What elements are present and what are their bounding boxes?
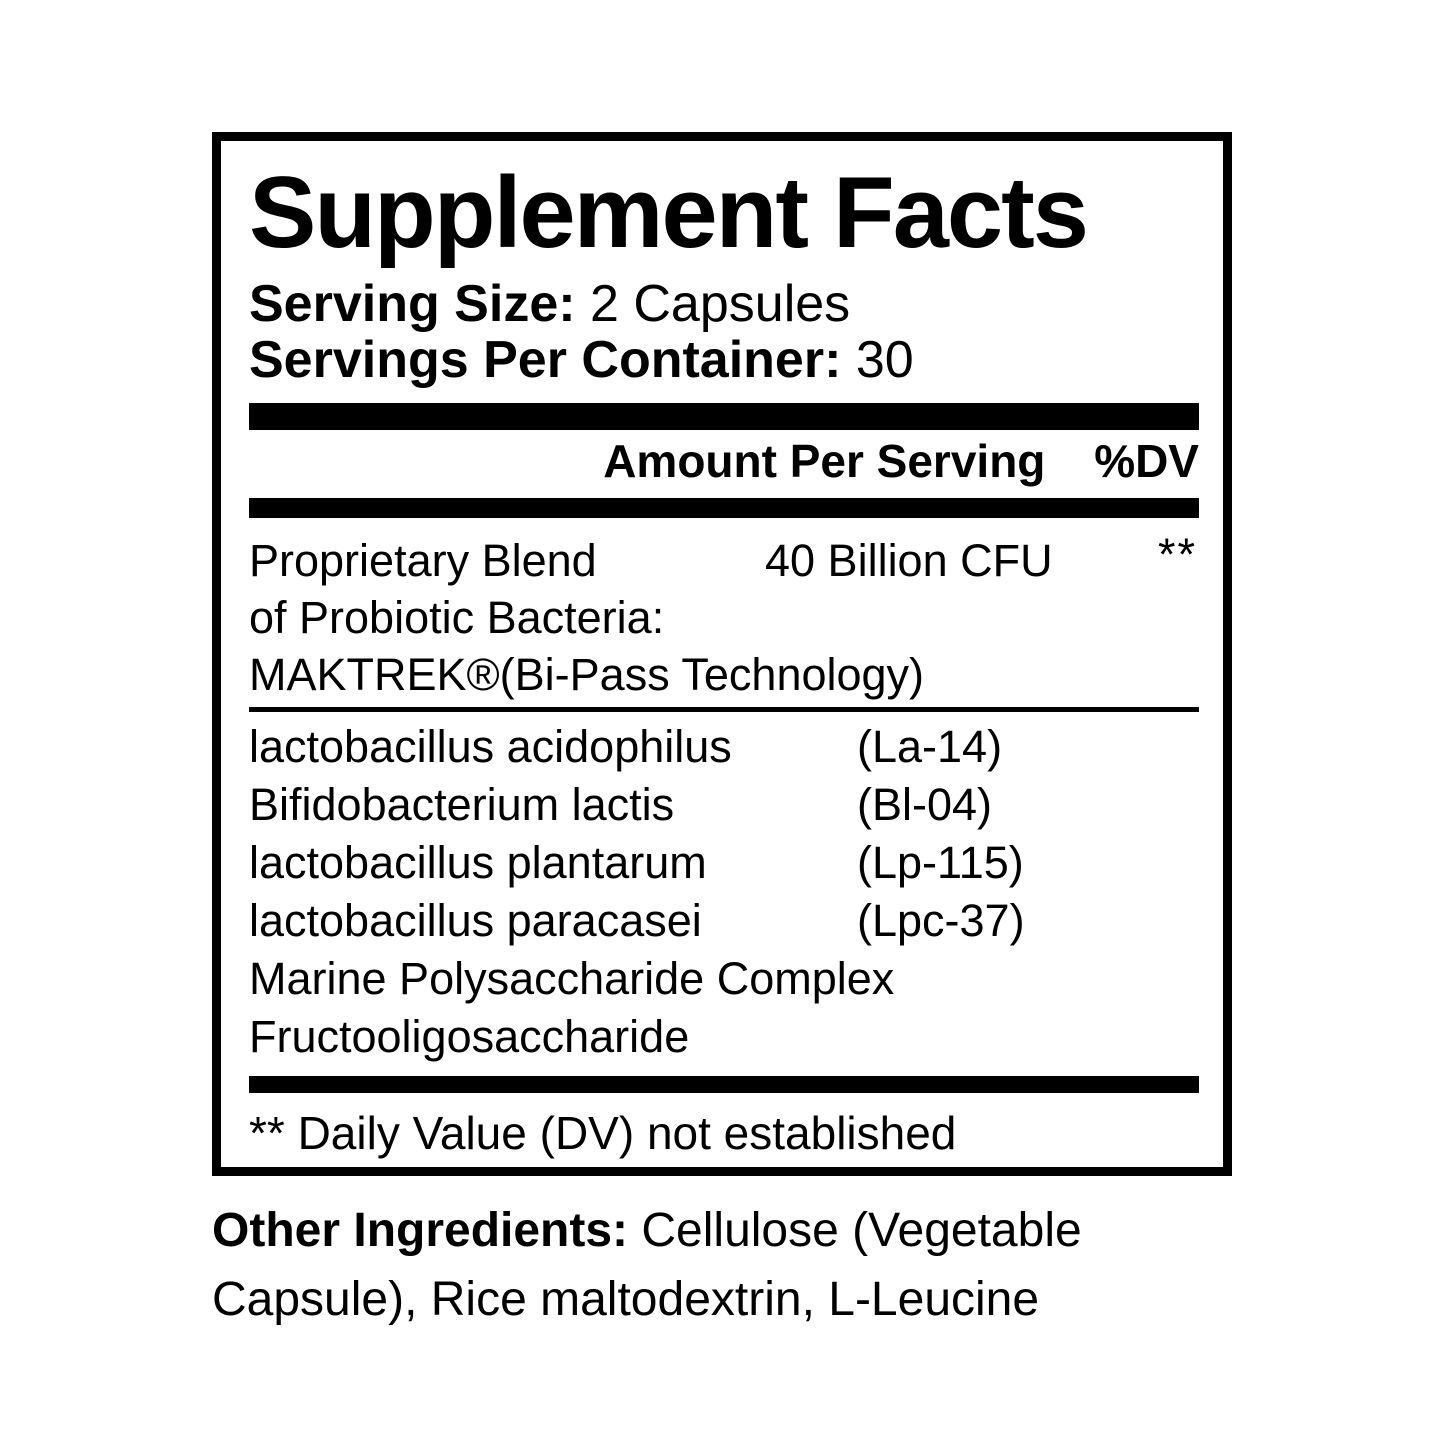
strain-code: (Lpc-37) [857, 895, 1025, 946]
strain-code: (Bl-04) [857, 779, 993, 830]
blend-dv-asterisks: ** [1157, 529, 1197, 580]
strain-code: (La-14) [857, 721, 1003, 772]
ingredient-row [249, 718, 1199, 776]
ingredient-row [249, 834, 1199, 892]
amount-per-serving-header: Amount Per Serving [603, 435, 1046, 487]
serving-info [249, 276, 1199, 388]
ingredient-name: Fructooligosaccharide [249, 1011, 690, 1062]
other-ingredients-label: Other Ingredients: [212, 1204, 629, 1257]
blend-amount: 40 Billion CFU [765, 535, 1053, 586]
serving-size-line [249, 276, 1199, 332]
dv-footnote: ** Daily Value (DV) not established [249, 1107, 957, 1159]
strain-code [857, 1008, 1199, 1066]
ingredient-name: lactobacillus plantarum [249, 837, 707, 888]
ingredient-list [249, 718, 1199, 1066]
ingredient-row [249, 776, 1199, 834]
ingredient-row [249, 1008, 1199, 1066]
servings-per-container-line [249, 332, 1199, 388]
proprietary-blend-row [249, 529, 1199, 703]
serving-size-label: Serving Size: [249, 275, 576, 333]
divider-bar-bottom [249, 1076, 1199, 1093]
serving-size-value: 2 Capsules [590, 275, 851, 333]
other-ingredients [212, 1196, 1290, 1334]
blend-name-line-1: Proprietary Blend [249, 535, 597, 586]
servings-per-container-label: Servings Per Container: [249, 331, 842, 389]
supplement-facts-panel [212, 132, 1232, 1176]
blend-name-line-3: MAKTREK®(Bi-Pass Technology) [249, 649, 925, 700]
divider-rule-thin [249, 707, 1199, 712]
ingredient-name: lactobacillus paracasei [249, 895, 702, 946]
ingredient-name: lactobacillus acidophilus [249, 721, 732, 772]
blend-name-line-2: of Probiotic Bacteria: [249, 592, 665, 643]
other-ingredients-value: Cellulose (Vegetable Capsule), Rice maltodextrin, L-Leucine [212, 1204, 1082, 1326]
strain-code [857, 950, 1199, 1008]
ingredient-name: Bifidobacterium lactis [249, 779, 675, 830]
percent-dv-header: %DV [1094, 435, 1199, 487]
ingredient-name: Marine Polysaccharide Complex [249, 953, 895, 1004]
ingredient-row [249, 950, 1199, 1008]
divider-bar-top [249, 403, 1199, 430]
column-header-row [249, 430, 1199, 492]
divider-bar-header [249, 498, 1199, 518]
servings-per-container-value: 30 [855, 331, 914, 389]
ingredient-row [249, 892, 1199, 950]
panel-title: Supplement Facts [249, 157, 1087, 269]
strain-code: (Lp-115) [857, 837, 1024, 888]
